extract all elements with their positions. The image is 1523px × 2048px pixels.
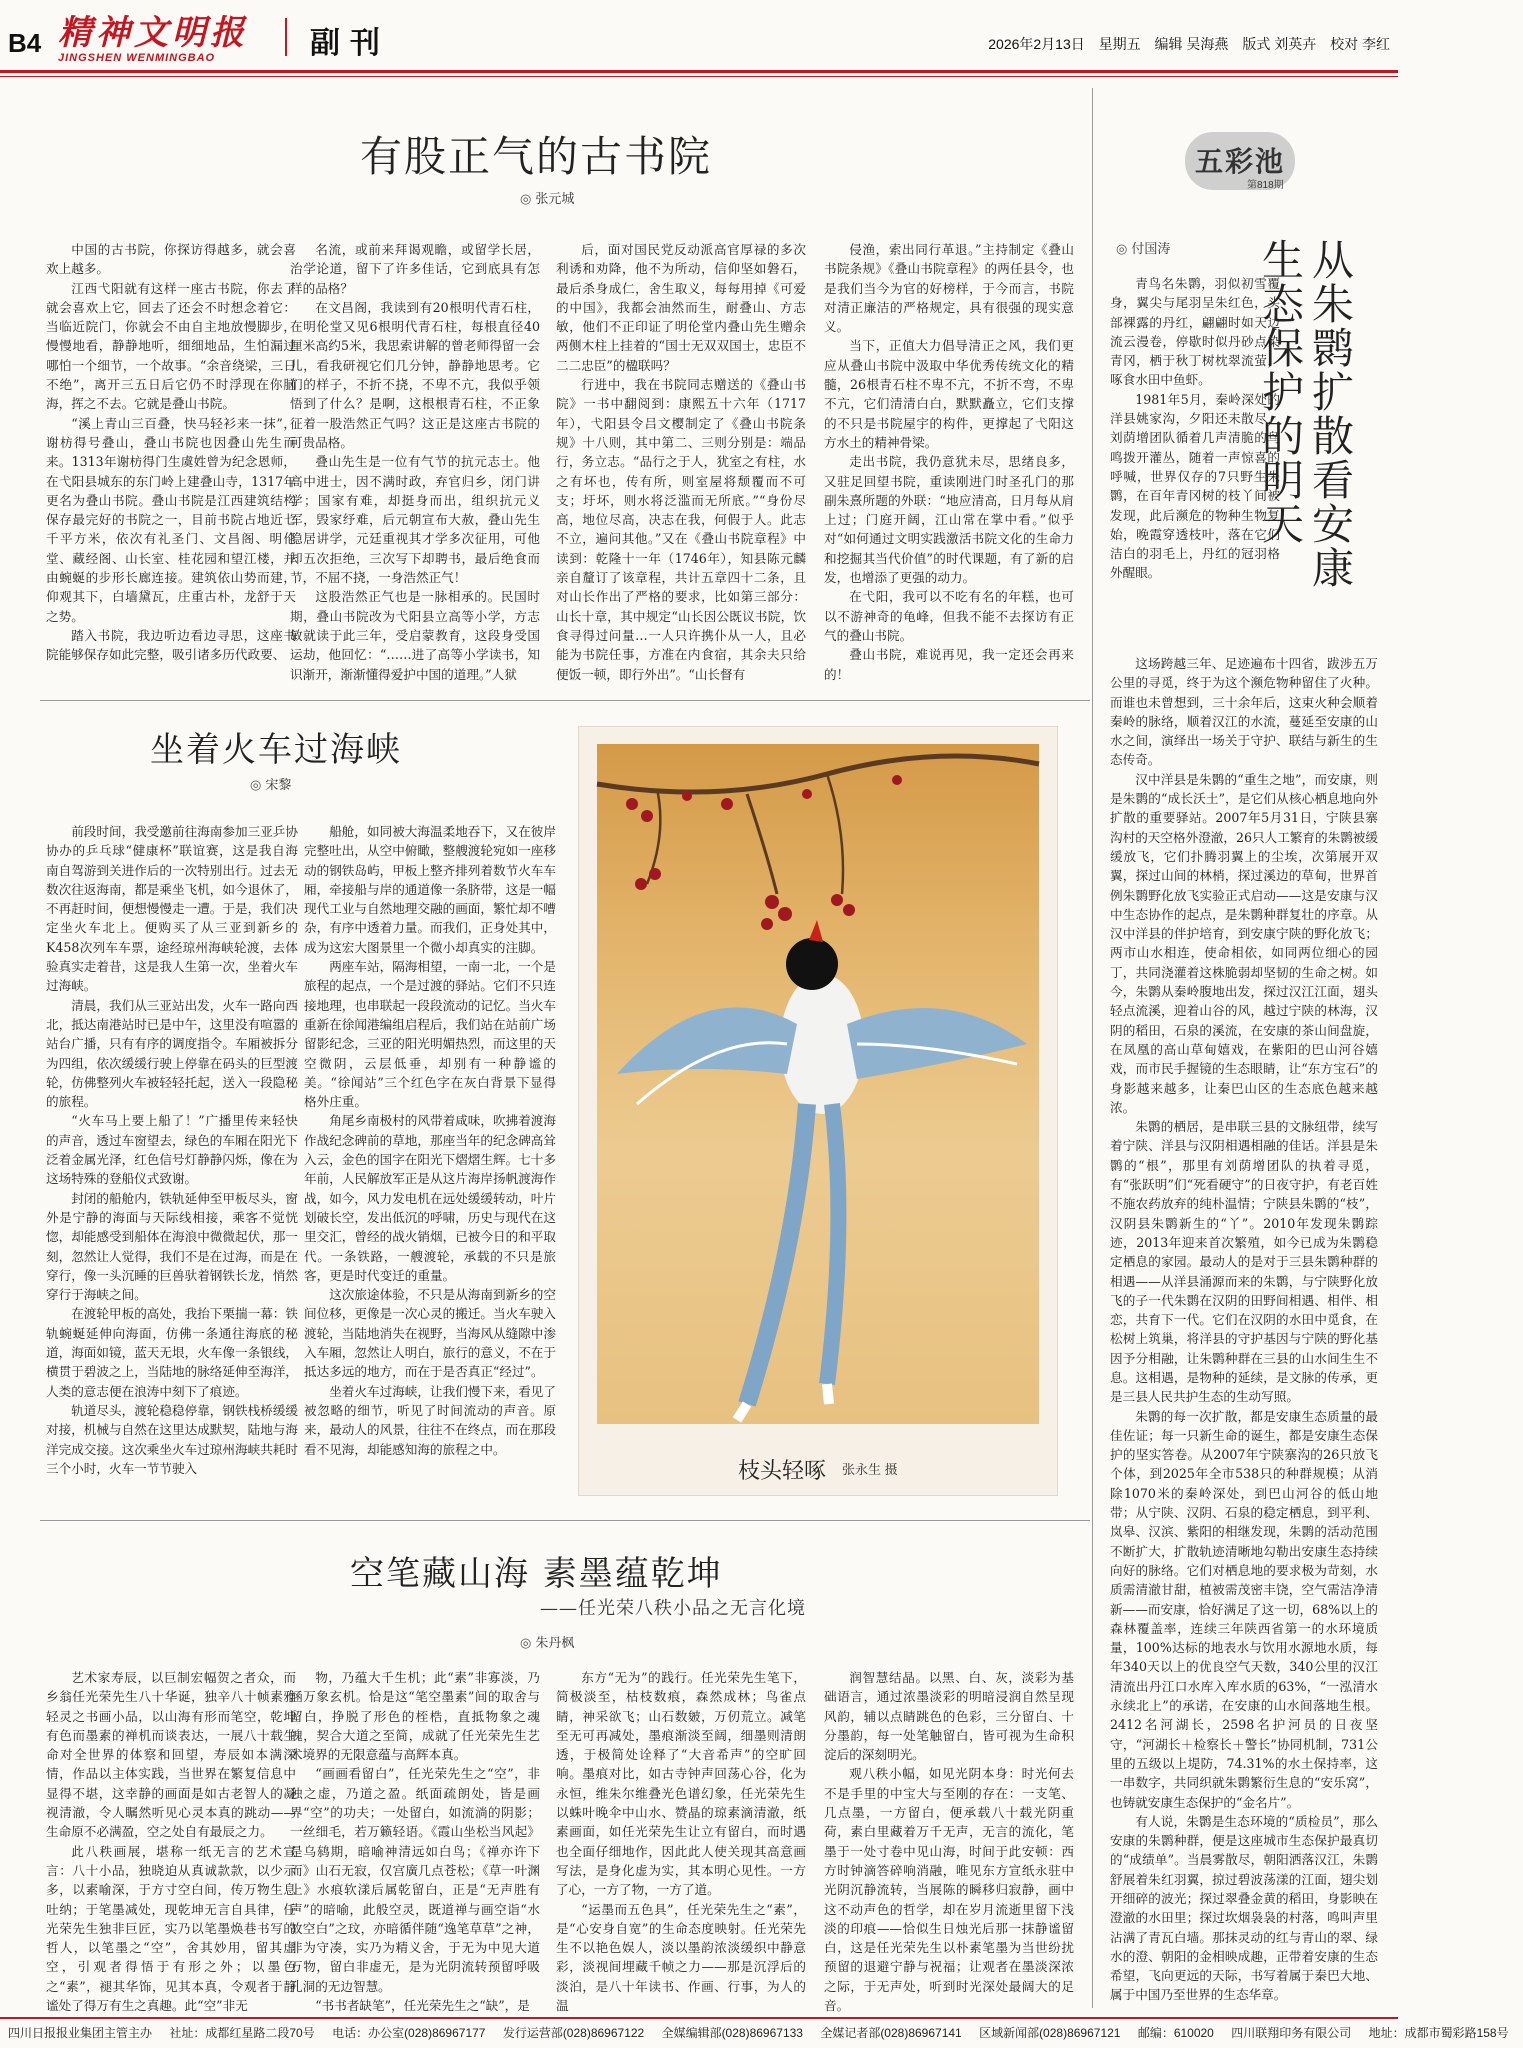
- article-column: [1110, 274, 1280, 652]
- article-column: [556, 240, 806, 685]
- paragraph: 前段时间，我受邀前往海南参加三亚乒协协办的乒乓球“健康杯”联谊赛，这是我自海南自驾游到关进作后的一次特别出行。过去无数次往返海南，都是乘坐飞机，如今退休了，不再赶时间，便想慢慢走一遭。于是，我们决定坐火车北上。便购买了从三亚到新乡的K458次列车车票，途经琼州海峡轮渡，去体验真实走着昔，这是我人生第一次，坐着火车过海峡。: [46, 824, 298, 994]
- article-column: [46, 822, 298, 1512]
- logo-issue: 第818期: [1247, 180, 1284, 191]
- article-title: 空笔藏山海 素墨蕴乾坤: [350, 1554, 723, 1594]
- footer: [8, 2024, 1509, 2041]
- paragraph: 这股浩然正气也是一脉相承的。民国时期，叠山书院改为弋阳县立高等小学，方志敏就读于此三年，受启蒙教育，这段身受国运劫，他回忆：“……进了高等小学读书，知识渐开，渐渐懂得爱护中国的道理。”人狱: [290, 589, 540, 682]
- paragraph: “画画看留白”，任光荣先生之“空”，非独之虚，乃道之盈。纸面疏朗处，皆是画界“空”的功夫；一处留白，如流淌的阴影；一丝细毛，若万籁轻语。《霞山坐松当风起》是乌鸫期，暗喻神清远如白鸟；《禅亦许下而》山石无寂，仅宫廣几点苍松；《草一叶渊上》水痕软漾后属乾留白，正是“无声胜有声”的暗喻，此般空灵，既道禅与画空诣“水故空白”之玟，亦暗循伴随“逸笔草草”之神，非为守凑，实乃为精义舍，于无为中见大道万物，留白非虚无，是为光阴流转预留呼吸孔洞的无边智慧。: [290, 1766, 540, 1994]
- paragraph: 踏入书院，我边听边看边寻思，这座书院能够保存如此完整，吸引诸多历代政要、: [46, 627, 296, 663]
- article-column: [290, 240, 540, 685]
- paragraph: 侵渔，索出同行革退。”主持制定《叠山书院条规》《叠山书院章程》的两任县令，也是我们当今为官的好榜样，于今而言，书院对清正廉洁的严格规定，具有很强的现实意义。: [824, 242, 1074, 335]
- article-column: [1110, 654, 1378, 2010]
- footer-item: 全媒记者部(028)86967141: [820, 2026, 962, 2040]
- editor-credit: 编辑 吴海燕: [1154, 36, 1229, 52]
- paragraph: 两座车站，隔海相望，一南一北，一个是旅程的起点，一个是过渡的驿站。它们不只连接地理，也串联起一段段流动的记忆。当火车重新在徐闻港编组启程后，我们站在站前广场留影纪念，三亚的阳光明媚热烈，而这里的天空微阴，云层低垂，却别有一种静谧的美。“徐闻站”三个红色字在灰白背景下显得格外庄重。: [304, 959, 556, 1110]
- magpie-illustration: [597, 744, 1039, 1424]
- column-divider: [1092, 88, 1093, 2008]
- section-divider: [40, 700, 1090, 701]
- masthead-pinyin: JINGSHEN WENMINGBAO: [58, 52, 216, 64]
- issue-date: 2026年2月13日: [988, 36, 1085, 52]
- paragraph: 封闭的船舱内，铁轨延伸至甲板尽头，窗外是宁静的海面与天际线相接，乘客不觉恍惚，却能感受到船体在海浪中微微起伏，那一刻，忽然让人觉得，我们不是在过海，而是在穿行，像一头沉睡的巨兽驮着钢铁长龙，悄然穿行于海峡之间。: [46, 1190, 298, 1303]
- article-column: [824, 1668, 1074, 2014]
- article-title: 坐着火车过海峡: [150, 730, 402, 770]
- footer-item: 邮编：610020: [1137, 2026, 1214, 2040]
- paragraph: “书书者缺笔”，任光荣先生之“缺”，是: [315, 1998, 530, 2014]
- footer-item: 社址：成都红星路二段70号: [169, 2026, 315, 2040]
- article-author: ◎ 付国涛: [1116, 241, 1171, 256]
- paragraph: 江西弋阳就有这样一座古书院，你去了就会喜欢上它，回去了还会不时想念着它：当临近院门，你就会不由自主地放慢脚步，慢慢地看，静静地听，细细地品，生怕漏过哪怕一个细节，一个故事。“余音绕梁，三日不绝”，离开三五日后它仍不时浮现在你脑海，挥之不去。它就是叠山书院。: [46, 280, 296, 412]
- photo-credit: 张永生 摄: [842, 1462, 898, 1477]
- paragraph: 物，乃蕴大千生机；此“素”非寡淡，乃涵万象玄机。恰是这“笔空墨素”间的取舍与留白，挣脱了形色的桎梏，直抵物象之魂魄，契合大道之至简，成就了任光荣先生艺术境界的无限意蕴与高辉本真。: [290, 1670, 540, 1763]
- paragraph: 此八秩画展，堪称一纸无言的艺术宣言：八十小品，独晓迫从真诚款款，以少示多，以素喻深，于方寸空白间，传万物生息吐纳；于笔墨减处，现乾坤无言自具律，任光荣先生独非巨匠，实乃以笔墨焕巷书写的哲人，以笔墨之“空”，舍其妙用，留其虚空，引观者得悟于有形之外；以墨色之“素”，褪其华饰，见其本真，令观者于静谧处了得万有生之真趣。此“空”非无: [46, 1843, 296, 2014]
- paragraph: 行进中，我在书院同志赠送的《叠山书院》一书中翻阅到：康熙五十六年（1717年），弋阳县令吕文樱制定了《叠山书院条规》十八则，其中第二、三则分别是：端品行，务立志。“品行之于人，犹室之有柱，水之有坏也，传有所，则室屋将颓覆而不可支；圩坏，则水将泛滥而无所底。”“身份尽高，地位尽高，决志在我，何假于人。此志不立，遍问其他。”又在《叠山书院章程》中读到：乾隆十一年（1746年），知县陈元麟亲自釐订了该章程，共计五章四十二条，且对山长作出了严格的要求，比如第三部分：山长十章，其中规定“山长因公既议书院，饮食寻得过问量…一人只许携仆从一人，且必能为书院任事，方准在内食宿，其余夫只给便饭一顿，即行外出”。“山长督有: [556, 377, 806, 682]
- proof-credit: 校对 李红: [1330, 36, 1390, 52]
- paragraph: 中国的古书院，你探访得越多，就会喜欢上越多。: [46, 242, 296, 277]
- header-rule: [0, 70, 1398, 73]
- header-rule-thin: [0, 76, 1398, 77]
- footer-item: 发行运营部(028)86967122: [502, 2026, 645, 2040]
- paragraph: 艺术家寿辰，以巨制宏幅贺之者众，而乡翁任光荣先生八十华诞，独辛八十帧素雅轻灵之书画小品，以山海有形而笔空，乾坤有色而墨素的禅机而谈表达，一展八十载生命对全世界的体察和回望，寿辰如本满深情，作品以主体实践，当世界在繁复信息中显得不堪，这幸静的画面是如古老智人的凝视清澈，令人瞩然听见心灵本真的跳动——生命原不必满盈，空之处自有最辰之力。: [46, 1670, 296, 1840]
- footer-item: 地址：成都市蜀彩路158号: [1368, 2026, 1509, 2040]
- article-column: [46, 240, 296, 685]
- paragraph: “溪上青山三百叠，快马轻衫来一抹”，谢枋得号叠山，叠山书院也因叠山先生而来。1313年谢枋得门生虞姓曾为纪念恩师，在弋阳县城东的东门岭上建叠山寺，1317年更名为叠山书院。叠山书院是江西建筑结构保存最完好的书院之一，目前书院占地近七千平方米，依次有礼圣门、文昌阁、明伦堂、藏经阁、山长室、桂花园和望江楼，并由蜿蜒的步形长廊连接。建筑依山势而建，仰观其下，白墙黛瓦，庄重古朴，龙舒于天之势。: [46, 415, 296, 624]
- paragraph: 在文昌阁，我读到有20根明代青石柱，在明伦堂又见6根明代青石柱，每根直径40厘米高约5米，我思索讲解的曾老师得留一会儿，看我研视它们几分钟，静静地思考。它们的样子，不折不挠，不卑不亢，我似乎领悟到了什么？是啊，这根根青石柱，不正象征着一股浩然正气吗？这正是这座古书院的可贵品格。: [290, 299, 540, 450]
- footer-item: 四川日报报业集团主管主办: [8, 2026, 153, 2040]
- masthead: [58, 14, 278, 66]
- article-title-vertical: 从朱鹮扩散看安康生态保护的明天: [1256, 238, 1355, 590]
- article-column: [824, 240, 1074, 685]
- paragraph: 后，面对国民党反动派高官厚禄的多次利诱和劝降，他不为所动，信仰坚如磐石，最后杀身成仁，舍生取义，每每用掉《可爱的中国》，我都会油然而生，耐叠山、方志敏，他们不正印证了明伦堂内叠山先生赠余两侧木柱上挂着的“国士无双双国士，忠臣不二二忠臣”的楹联吗？: [556, 242, 806, 373]
- paragraph: 坐着火车过海峡，让我们慢下来，看见了被忽略的细节，听见了时间流动的声音。原来，最动人的风景，往往不在终点，而在那段看不见海，却能感知海的旅程之中。: [304, 1383, 556, 1457]
- author-name: 付国涛: [1131, 241, 1171, 256]
- article-author: ◎ 张元城: [520, 191, 575, 206]
- paragraph: 叠山书院，难说再见，我一定还会再来的！: [824, 647, 1074, 682]
- footer-rule: [0, 2017, 1398, 2019]
- paragraph: 在弋阳，我可以不吃有名的年糕，也可以不游神奇的龟峰，但我不能不去探访有正气的叠山书院。: [824, 589, 1074, 643]
- paragraph: 汉中洋县是朱鹮的“重生之地”，而安康，则是朱鹮的“成长沃土”，是它们从核心栖息地向外扩散的重要驿站。2007年5月31日，宁陕县寨沟村的天空格外澄澈，26只人工繁育的朱鹮被缓缓放飞，它们扑腾羽翼上的尘埃，次第展开双翼，探过山间的林梢，探过溪边的草甸，世界首例朱鹮野化放飞实验正式启动——这是安康与汉中生态协作的起点，是朱鹮种群复壮的序章。从汉中洋县的伴护培育，到安康宁陕的野化放飞；两市山水相连，使命相依，如同两位细心的园丁，共同浇灌着这株脆弱却坚韧的生命之树。如今，朱鹮从秦岭腹地出发，探过汉江江面，翅头轻点流溪，迎着山谷的风，越过宁陕的林海，汉阴的稻田，石泉的溪流，在安康的茶山间盘旋，在凤凰的高山草甸嬉戏，在紫阳的巴山河谷嬉戏，而市民手握镜的生态眼睛，让“东方宝石”的身影越来越多，让秦巴山区的生态底色越来越浓。: [1110, 771, 1378, 1115]
- paragraph: 名流，或前来拜谒观瞻，或留学长居，治学论道，留下了许多佳话，它到底具有怎样的品格？: [290, 242, 540, 296]
- paragraph: 叠山先生是一位有气节的抗元志士。他高中进士，因不满时政，弃官归乡，闭门讲学；国家有难，却挺身而出，组织抗元义军，毁家纾难，后元朝宣布大赦，叠山先生隐居讲学，元廷重视其才学多次征用，可他却五次拒绝，三次写下却聘书，最后绝食而节，不屈不挠，一身浩然正气！: [290, 454, 540, 586]
- paragraph: 朱鹮的栖居，是串联三县的文脉纽带，续写着宁陕、洋县与汉阴相遇相融的佳话。洋县是朱鹮的“根”，那里有刘荫增团队的执着寻觅，有“张跃明”们“死看硬守”的日夜守护，有老百姓不施农药放弃的纯朴温情；宁陕县朱鹮的“枝”，汉阴县朱鹮新生的“丫”。2010年发现朱鹮踪迹，2013年迎来首次繁殖，如今已成为朱鹮稳定栖息的家园。最动人的是对于三县朱鹮种群的相遇——从洋县涌源而来的朱鹮，与宁陕野化放飞的子一代朱鹮在汉阴的田野间相遇、相伴、相恋，共育下一代。它们在汉阴的水田中觅食，在松树上筑巢，将洋县的守护基因与宁陕的野化基因予分相融，让朱鹮种群在三县的山水间生生不息。这相遇，是物种的延续，是文脉的传承，更是三县人民共护生态的生动写照。: [1110, 1119, 1378, 1405]
- section-divider: [40, 1520, 1090, 1521]
- article-author: ◎ 朱丹枫: [520, 1635, 575, 1650]
- footer-item: 四川联翔印务有限公司: [1231, 2026, 1352, 2040]
- author-name: 宋黎: [265, 777, 292, 792]
- article-column: [304, 822, 556, 1512]
- paragraph: 当下，正值大力倡导清正之风，我们更应从叠山书院中汲取中华优秀传统文化的精髓，26根青石柱不卑不亢，不折不弯，不卑不亢，它们清清白白，默默矗立，它们支撑的不只是书院屋宇的构件，更撑起了弋阳这方水土的精神骨梁。: [824, 338, 1074, 450]
- paragraph: 轨道尽头，渡轮稳稳停靠，钢铁栈桥缓缓对接，机械与自然在这里达成默契，陆地与海洋完成交接。这次乘坐火车过琼州海峡共耗时三个小时，火车一节节驶入: [46, 1402, 298, 1476]
- paragraph: “运墨而五色具”，任光荣先生之“素”，是“心安身自宽”的生命态度映射。任光荣先生不以艳色娱人，淡以墨韵浓淡缓织中静意彩，淡视间埋藏千帧之力——那是沉浮后的淡泊，是八十年读书、作画、行事，为人的温: [556, 1901, 806, 2014]
- paragraph: 东方“无为”的践行。任光荣先生笔下，简极淡至，枯枝数痕，森然成林；鸟雀点睛，神采欲飞；山石数皴，万仞荒立。减笔至无可再减处，墨痕渐淡至阔，细墨则清朗透，于极简处诠释了“大音希声”的空旷回响。墨痕对比，如古寺钟声回荡心谷，化为永恒，维朱尔维叠光色谱幻象，任光荣先生以蛛叶晚伞中山水、赞晶的琼素滴清澈，纸素画面，如任光荣先生让立有留白，而时遇也全面仔细地作，因此此人使关现其高意画写法，是身化虚为实，其本明心见性。一方了心，一方了物，一方了道。: [556, 1670, 806, 1898]
- paragraph: 这次旅途体验，不只是从海南到新乡的空间位移，更像是一次心灵的搬迁。当火车驶入渡轮，当陆地消失在视野，当海风从缝隙中渗入车厢，忽然让人明白，旅行的意义，不在于抵达多远的地方，而在于是否真正“经过”。: [304, 1287, 556, 1380]
- author-name: 张元城: [535, 191, 575, 206]
- footer-item: 区域新闻部(028)86967121: [979, 2026, 1121, 2040]
- paragraph: 清晨，我们从三亚站出发，火车一路向西北，抵达南港站时已是中午，这里没有喧嚣的站台广播，只有有序的调度指令。车厢被拆分为四组，依次缓缓行驶上停靠在码头的巨型渡轮，仿佛整列火车被轻轻托起，送入一段隐秘的旅程。: [46, 997, 298, 1110]
- article-column: [556, 1668, 806, 2014]
- section-title: 副刊: [310, 26, 390, 61]
- paragraph: 朱鹮的每一次扩散，都是安康生态质量的最佳佐证；每一只新生命的诞生，都是安康生态保护的坚实答卷。从2007年宁陕寨沟的26只放飞个体，到2025年全市538只的种群规模；从消除1070米的秦岭深处，到巴山河谷的低山地带；从宁陕、汉阴、石泉的稳定栖息，到平利、岚皋、汉滨、紫阳的相继发现，朱鹮的活动范围不断扩大，扩散轨迹清晰地勾勒出安康生态持续向好的脉络。它们对栖息地的要求极为苛刻，水质需清澈甘甜，植被需茂密丰饶，空气需洁净清新——而安康，恰好满足了这一切，68%以上的森林覆盖率，连续三年陕西省第一的水环境质量，100%达标的地表水与饮用水源地水质，每年340天以上的优良空气天数，340公里的汉江清流出丹江口水库入库水质的63%，“一泓清水永续北上”的承诺，在安康的山水间落地生根。2412名河湖长，2598名护河员的日夜坚守，“河湖长＋检察长＋警长”协同机制，731公里的五级以上堤防，74.31%的水土保持率，这一串数字，共同织就朱鹮繁衍生息的“安乐窝”，也铸就安康生态保护的“金名片”。: [1110, 1408, 1378, 1810]
- paragraph: 船舱，如同被大海温柔地吞下，又在彼岸完整吐出，从空中俯瞰，整艘渡轮宛如一座移动的钢铁岛屿，甲板上整齐排列着数节火车车厢，牵接船与岸的通道像一条脐带，这是一幅现代工业与自然地理交融的画面，繁忙却不嘈杂，有序中透着力量。而我们，正身处其中，成为这宏大图景里一个微小却真实的注脚。: [304, 824, 556, 955]
- paragraph: 青鸟名朱鹮，羽似初雪覆身，翼尖与尾羽呈朱红色，头部裸露的丹红，翩翩时如天边流云漫卷，停歇时似丹砂点染青冈，栖于秋丁树枕翠流萤，啄食水田中鱼虾。: [1110, 276, 1280, 388]
- paragraph: 观八秩小幅，如见光阴本身：时光何去不是手里的中宝大与至刚的存在：一支笔、几点墨，一方留白，便承载八十载光阴重荷，素白里藏着万千无声，无言的流化，笔墨于一处寸卷中见山海，时间于此安顿：西方时钟滴答碎响消融，唯见东方宣纸永驻中光阴沉静流转，当展陈的瞬移归寂静，画中这不动声色的哲学，却在岁月流逝里留下浅淡的印痕——恰似生日烛光后那一抹静谧留白，这是任光荣先生以朴素笔墨为当世纷扰预留的退避宁静与祝福；让观者在墨淡深浓之际，于无声处，听到时光深处最阔大的足音。: [824, 1766, 1074, 2014]
- masthead-title: 精神文明报: [58, 13, 248, 53]
- footer-item: 电话：办公室(028)86967177: [332, 2026, 486, 2040]
- paragraph: 这场跨越三年、足迹遍布十四省，跋涉五万公里的寻觅，终于为这个濒危物种留住了火种。而谁也未曾想到，三十余年后，这束火种会顺着秦岭的脉络，顺着汉江的水流，蔓延至安康的山水之间，演绎出一场关于守护、联结与新生的生态传奇。: [1110, 656, 1378, 768]
- photo-caption: 枝头轻啄: [738, 1459, 827, 1484]
- article-subtitle: ——任光荣八秩小品之无言化境: [540, 1598, 806, 1619]
- article-author: ◎ 宋黎: [250, 777, 292, 792]
- paragraph: “火车马上要上船了！”广播里传来轻快的声音，透过车窗望去，绿色的车厢在阳光下泛着金属光泽，红色信号灯静静闪烁，像在为这场特殊的登船仪式致谢。: [46, 1113, 298, 1187]
- page-number: B4: [8, 28, 42, 58]
- paragraph: 1981年5月，秦岭深处的洋县姚家沟，夕阳还未散尽，刘荫增团队循着几声清脆的鸟鸣拨开灌丛，随着一声惊喜的呼喊，世界仅存的7只野生朱鹮，在百年青冈树的枝丫间被发现，此后濒危的物种生物复始，晚霞穿透枝叶，落在它们洁白的羽毛上，丹红的冠羽格外醒眼。: [1110, 391, 1280, 581]
- column-logo: [1185, 132, 1295, 190]
- paragraph: 角尾乡南极村的风带着咸味，吹拂着渡海作战纪念碑前的草地，那座当年的纪念碑高耸入云，金色的国字在阳光下熠熠生辉。七十多年前，人民解放军正是从这片海岸扬帆渡海作战，如今，风力发电机在远处缓缓转动，叶片划破长空，发出低沉的呼啸，历史与现代在这里交汇，曾经的战火销烟，已被今日的和平取代。一条铁路，一艘渡轮，承载的不只是旅客，更是时代变迁的重量。: [304, 1113, 556, 1283]
- weekday: 星期五: [1098, 36, 1141, 52]
- footer-item: 全媒编辑部(028)86967133: [661, 2026, 803, 2040]
- paragraph: 有人说，朱鹮是生态环境的“质检员”，那么安康的朱鹮种群，便是这座城市生态保护最真切的“成绩单”。当晨雾散尽，朝阳洒落汉江，朱鹮舒展着朱红羽翼，掠过碧波荡漾的江面，翅尖划开细碎的波光；探过翠叠金黄的稻田，身影映在澄澈的水田里；探过坎烟袅袅的村落，鸣叫声里沾满了青瓦白墙。那抹灵动的红与青山的翠、绿水的澄、朝阳的金相映成趣，正带着安康的生态希望，飞向更远的天际，书写着属于秦巴大地、属于中国乃至世界的生态华章。: [1110, 1813, 1378, 2003]
- header-divider: [285, 18, 287, 56]
- paragraph: 在渡轮甲板的高处，我抬下栗揣一幕：铁轨蜿蜒延伸向海面，仿佛一条通往海底的秘道，海面如镜，蓝天无垠，火车像一条银线，横贯于碧波之上，当陆地的脉络延伸至海洋，人类的意志便在浪涛中刻下了痕迹。: [46, 1306, 298, 1399]
- header-info: [978, 34, 1390, 54]
- article-column: [46, 1668, 296, 2014]
- layout-credit: 版式 刘英卉: [1242, 36, 1317, 52]
- paragraph: 润智慧结晶。以黑、白、灰，淡彩为基础语言，通过浓墨淡彩的明暗浸润自然呈现风韵，辅以点睛跳色的色彩，三分留白、十分墨韵，每一处笔触留白，皆可视为生命积淀后的深刻明光。: [824, 1670, 1074, 1763]
- paragraph: 走出书院，我仍意犹未尽，思绪良多，又驻足回望书院，重读刚进门时圣孔门的那副朱熹所题的外联：“地应清高，日月每从肩上过；门庭开阔，江山常在掌中看。”似乎对“如何通过文明实践激活书院文化的生命力和挖掘其当代价值”的时代课题，有了新的启发，也增添了更强的动力。: [824, 454, 1074, 586]
- logo-text: 五彩池: [1195, 145, 1286, 178]
- bird-photo: [597, 744, 1039, 1424]
- article-title: 有股正气的古书院: [360, 132, 713, 181]
- article-column: [290, 1668, 540, 2014]
- author-name: 朱丹枫: [535, 1635, 575, 1650]
